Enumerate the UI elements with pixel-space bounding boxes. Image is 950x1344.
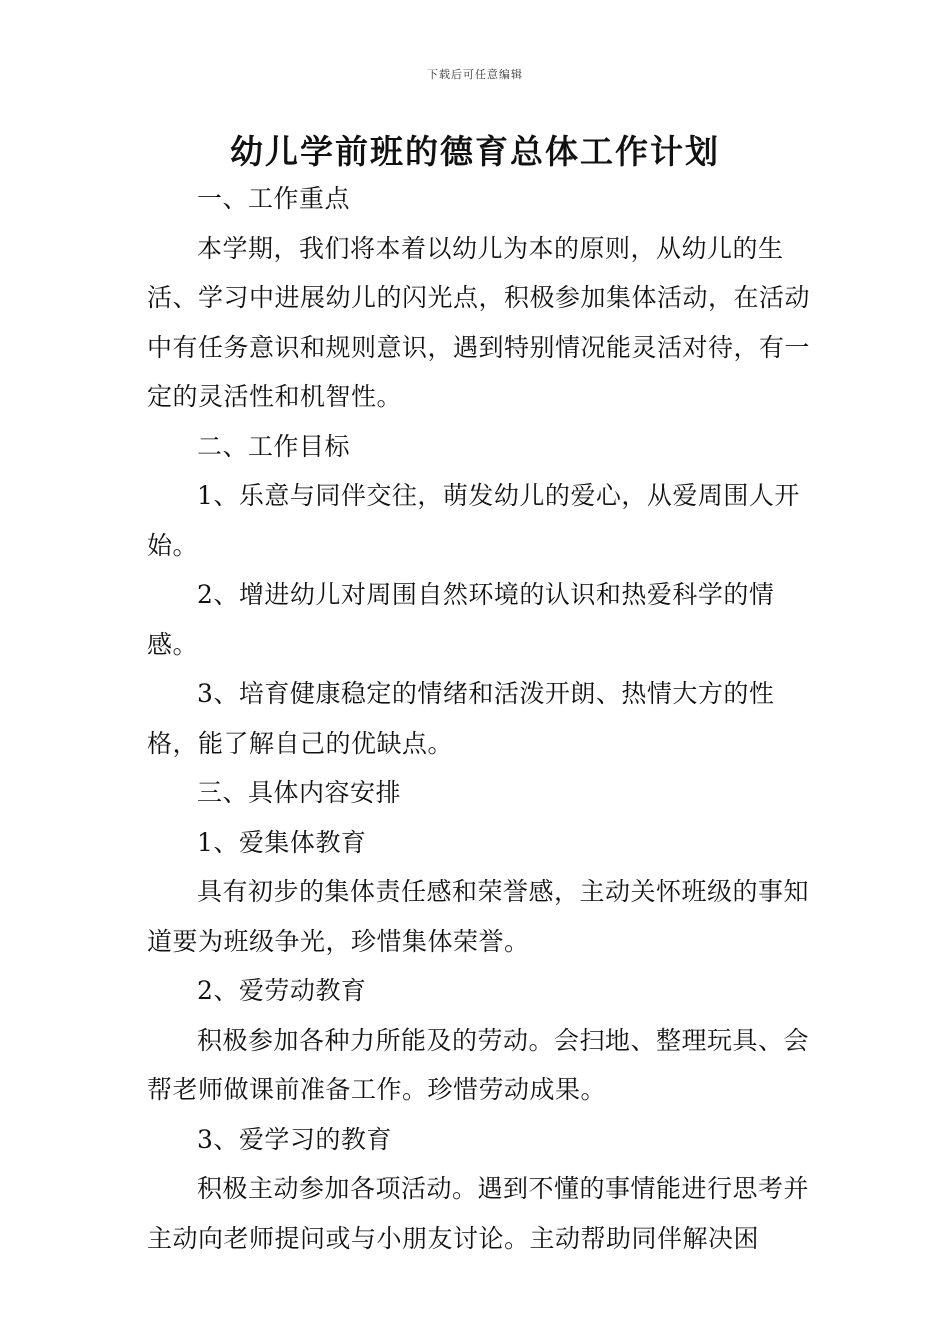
goal-item-1: 1、乐意与同伴交往，萌发幼儿的爱心，从爱周围人开始。	[147, 481, 800, 560]
paragraph-labor: 积极参加各种力所能及的劳动。会扫地、整理玩具、会帮老师做课前准备工作。珍惜劳动成果。	[147, 1025, 810, 1104]
document-title: 幼儿学前班的德育总体工作计划	[230, 132, 720, 171]
goal-item-3: 3、培育健康稳定的情绪和活泼开朗、热情大方的性格，能了解自己的优缺点。	[147, 679, 775, 758]
subheading-labor: 2、爱劳动教育	[197, 976, 367, 1005]
paragraph-learning: 积极主动参加各项活动。遇到不懂的事情能进行思考并主动向老师提问或与小朋友讨论。主动帮助同伴解决困	[147, 1174, 810, 1253]
section-heading-content: 三、具体内容安排	[197, 778, 402, 807]
subheading-collective: 1、爱集体教育	[197, 827, 367, 857]
subheading-learning: 3、爱学习的教育	[197, 1124, 392, 1154]
section-heading-goals: 二、工作目标	[197, 431, 351, 461]
paragraph-focus-text: 本学期，我们将本着以幼儿为本的原则，从幼儿的生活、学习中进展幼儿的闪光点，积极参加集体活动，在活动中有任务意识和规则意识，遇到特别情况能灵活对待，有一定的灵活性和机智性。	[147, 233, 811, 411]
section-heading-focus: 一、工作重点	[197, 184, 351, 213]
paragraph-collective: 具有初步的集体责任感和荣誉感，主动关怀班级的事知道要为班级争光，珍惜集体荣誉。	[147, 877, 810, 956]
download-note: 下载后可任意编辑	[427, 68, 523, 81]
goal-item-2: 2、增进幼儿对周围自然环境的认识和热爱科学的情感。	[147, 580, 775, 659]
document-body	[147, 174, 813, 1263]
